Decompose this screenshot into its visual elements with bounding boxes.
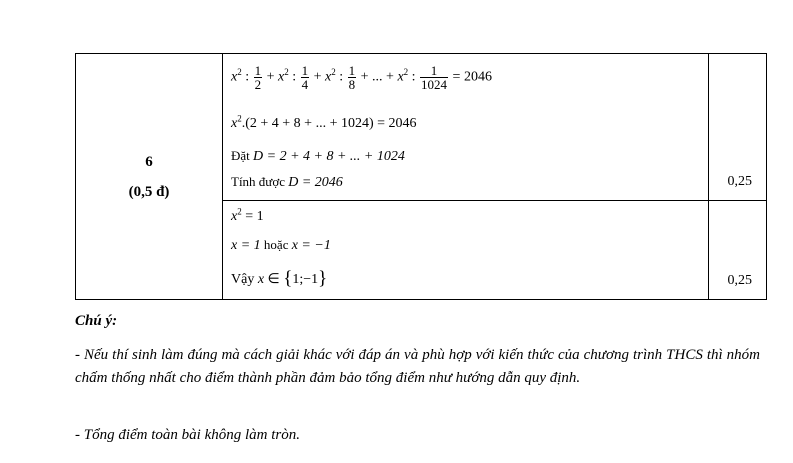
points-cell-1 xyxy=(709,54,767,201)
question-number: 6 xyxy=(145,153,153,170)
note-2: - Tổng điểm toàn bài không làm tròn. xyxy=(75,427,300,443)
equation-solutions: x = 1 hoặc x = −1 xyxy=(231,237,331,253)
solution-step-1 xyxy=(223,54,709,201)
points-cell-2 xyxy=(709,201,767,300)
equation-conclusion: Vậy x ∈ {1;−1} xyxy=(231,268,328,289)
notes-title: Chú ý: xyxy=(75,313,118,329)
equation-define-d: Đặt D = 2 + 4 + 8 + ... + 1024 xyxy=(231,148,405,164)
note-1: - Nếu thí sinh làm đúng mà cách giải khác với đáp án và phù hợp với kiến thức của chương trình THCS thì nhóm chấm thống nhất cho điểm thành phần đảm bảo tổng điểm như hướng dẫn quy định. xyxy=(75,347,760,386)
equation-compute-d: Tính được D = 2046 xyxy=(231,174,343,190)
equation-sum-fractions: $x^2$ : $\frac{1}{2}$ + $x^2$ : $\frac{1}{4}$ + $x^2$ : $\frac{1}{8}$ + ... + $x^2$ : $\frac{1}{1024}$ = 2046 xyxy=(231,63,492,92)
equation-x-squared: $x^2 = 1$ xyxy=(231,206,264,224)
grading-table xyxy=(75,53,767,300)
table-row xyxy=(76,54,767,201)
equation-factored: $x^2.(2 + 4 + 8$ + ... + 1024) = 2046 xyxy=(231,113,417,131)
step-points: 0,25 xyxy=(727,174,752,189)
solution-step-2 xyxy=(223,201,709,300)
question-points: (0,5 đ) xyxy=(128,183,170,200)
step-points: 0,25 xyxy=(727,273,752,288)
question-cell xyxy=(76,54,223,300)
